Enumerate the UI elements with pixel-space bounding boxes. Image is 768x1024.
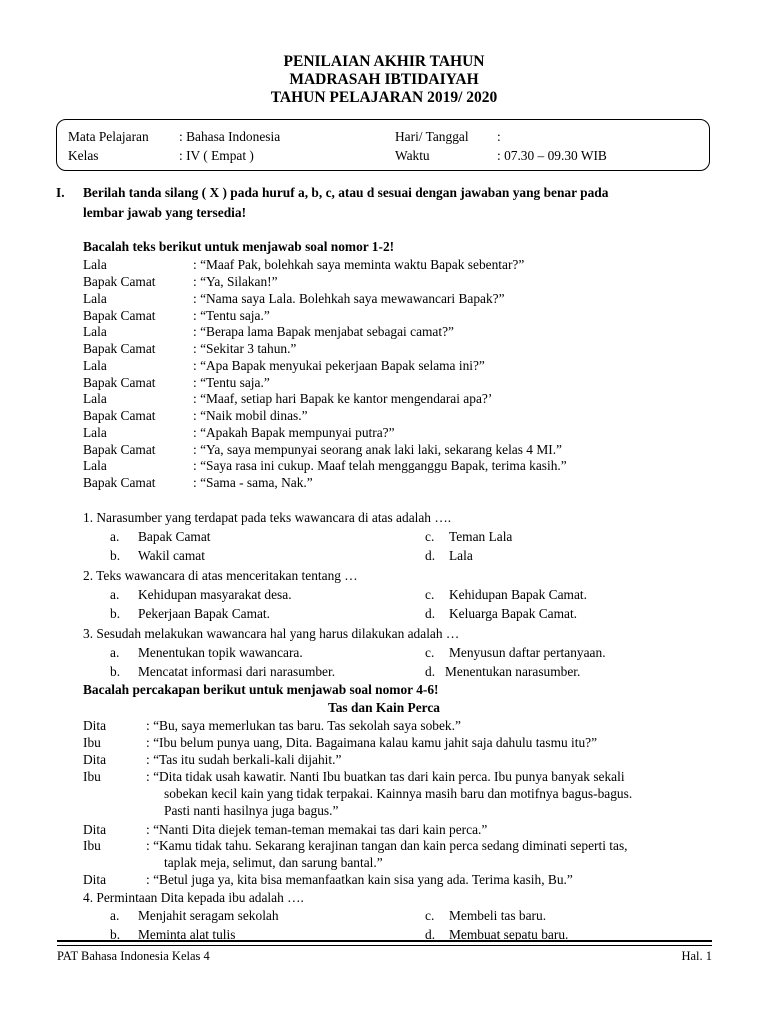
exam-info-box xyxy=(56,119,710,171)
section-instruction-cont: lembar jawab yang tersedia! xyxy=(83,205,247,220)
option-letter: c. xyxy=(425,908,435,923)
section-number: I. xyxy=(56,185,65,200)
utterance: : “Nama saya Lala. Bolehkah saya mewawancari Bapak?” xyxy=(193,291,505,306)
option-letter: d. xyxy=(425,927,436,942)
time-label: Waktu xyxy=(395,148,430,163)
dialog2-title: Tas dan Kain Perca xyxy=(328,700,440,715)
option-letter: a. xyxy=(110,645,120,660)
subject-label: Mata Pelajaran xyxy=(68,129,149,144)
speaker: Ibu xyxy=(83,735,101,750)
dialog2-heading: Bacalah percakapan berikut untuk menjawab soal nomor 4-6! xyxy=(83,682,439,697)
utterance: : “Apa Bapak menyukai pekerjaan Bapak selama ini?” xyxy=(193,358,485,373)
utterance: : “Apakah Bapak mempunyai putra?” xyxy=(193,425,395,440)
utterance: : “Tentu saja.” xyxy=(193,308,270,323)
section-instruction: Berilah tanda silang ( X ) pada huruf a, b, c, atau d sesuai dengan jawaban yang benar pada xyxy=(83,185,609,200)
speaker: Lala xyxy=(83,425,107,440)
utterance: : “Sama - sama, Nak.” xyxy=(193,475,313,490)
speaker: Lala xyxy=(83,324,107,339)
option-letter: a. xyxy=(110,908,120,923)
question-1: 1. Narasumber yang terdapat pada teks wawancara di atas adalah …. xyxy=(83,510,452,525)
speaker: Bapak Camat xyxy=(83,274,156,289)
option-4d[interactable]: Membuat sepatu baru. xyxy=(449,927,569,942)
utterance: sobekan kecil kain yang tidak terpakai. Kainnya masih baru dan motifnya bagus-bagus. xyxy=(164,786,633,801)
question-4: 4. Permintaan Dita kepada ibu adalah …. xyxy=(83,890,304,905)
utterance: : “Betul juga ya, kita bisa memanfaatkan kain sisa yang ada. Terima kasih, Bu.” xyxy=(146,872,573,887)
utterance: : “Sekitar 3 tahun.” xyxy=(193,341,297,356)
day-date-label: Hari/ Tanggal xyxy=(395,129,469,144)
option-4a[interactable]: Menjahit seragam sekolah xyxy=(138,908,279,923)
option-letter: c. xyxy=(425,587,435,602)
speaker: Ibu xyxy=(83,838,101,853)
speaker: Bapak Camat xyxy=(83,341,156,356)
question-3: 3. Sesudah melakukan wawancara hal yang harus dilakukan adalah … xyxy=(83,626,460,641)
questions-1-3 xyxy=(83,509,713,681)
school-year: TAHUN PELAJARAN 2019/ 2020 xyxy=(270,89,498,106)
speaker: Lala xyxy=(83,458,107,473)
speaker: Lala xyxy=(83,257,107,272)
exam-title: PENILAIAN AKHIR TAHUN xyxy=(283,53,485,70)
footer-title: PAT Bahasa Indonesia Kelas 4 xyxy=(57,949,210,963)
utterance: Pasti nanti hasilnya juga bagus.” xyxy=(164,803,339,818)
page-number: Hal. 1 xyxy=(681,949,712,963)
option-4b[interactable]: Meminta alat tulis xyxy=(138,927,236,942)
day-date-value: : xyxy=(497,129,501,144)
dialog1-heading: Bacalah teks berikut untuk menjawab soal nomor 1-2! xyxy=(83,239,395,254)
dialog2 xyxy=(83,717,713,889)
option-2a[interactable]: Kehidupan masyarakat desa. xyxy=(138,587,292,602)
option-3c[interactable]: Menyusun daftar pertanyaan. xyxy=(449,645,606,660)
utterance: : “Naik mobil dinas.” xyxy=(193,408,308,423)
option-letter: a. xyxy=(110,529,120,544)
option-letter: a. xyxy=(110,587,120,602)
class-value: : IV ( Empat ) xyxy=(179,148,254,163)
utterance: : “Nanti Dita diejek teman-teman memakai tas dari kain perca.” xyxy=(146,822,488,837)
utterance: : “Kamu tidak tahu. Sekarang kerajinan tangan dan kain perca sedang diminati seperti tas, xyxy=(146,838,628,853)
utterance: : “Berapa lama Bapak menjabat sebagai camat?” xyxy=(193,324,454,339)
option-letter: b. xyxy=(110,927,121,942)
utterance: : “Maaf, setiap hari Bapak ke kantor mengendarai apa?’ xyxy=(193,391,493,406)
speaker: Dita xyxy=(83,718,107,733)
time-value: : 07.30 – 09.30 WIB xyxy=(497,148,607,163)
question-2: 2. Teks wawancara di atas menceritakan tentang … xyxy=(83,568,358,583)
subject-value: : Bahasa Indonesia xyxy=(179,129,281,144)
dialog1 xyxy=(83,256,713,496)
speaker: Dita xyxy=(83,872,107,887)
utterance: : “Bu, saya memerlukan tas baru. Tas sekolah saya sobek.” xyxy=(146,718,461,733)
speaker: Bapak Camat xyxy=(83,308,156,323)
utterance: : “Tas itu sudah berkali-kali dijahit.” xyxy=(146,752,342,767)
option-4c[interactable]: Membeli tas baru. xyxy=(449,908,547,923)
option-2c[interactable]: Kehidupan Bapak Camat. xyxy=(449,587,587,602)
speaker: Bapak Camat xyxy=(83,475,156,490)
speaker: Lala xyxy=(83,291,107,306)
speaker: Ibu xyxy=(83,769,101,784)
option-letter: c. xyxy=(425,645,435,660)
option-2b[interactable]: Pekerjaan Bapak Camat. xyxy=(138,606,270,621)
option-1a[interactable]: Bapak Camat xyxy=(138,529,211,544)
class-label: Kelas xyxy=(68,148,99,163)
utterance: : “Saya rasa ini cukup. Maaf telah mengganggu Bapak, terima kasih.” xyxy=(193,458,567,473)
speaker: Bapak Camat xyxy=(83,442,156,457)
question-4-block xyxy=(83,889,713,945)
utterance: : “Ibu belum punya uang, Dita. Bagaimana kalau kamu jahit saja dahulu tasmu itu?” xyxy=(146,735,598,750)
option-1d[interactable]: Lala xyxy=(449,548,473,563)
option-letter: b. xyxy=(110,548,121,563)
option-2d[interactable]: Keluarga Bapak Camat. xyxy=(449,606,578,621)
utterance: : “Ya, saya mempunyai seorang anak laki laki, sekarang kelas 4 MI.” xyxy=(193,442,562,457)
footer-rule-thick xyxy=(57,940,712,942)
speaker: Dita xyxy=(83,752,107,767)
speaker: Lala xyxy=(83,358,107,373)
utterance: : “Dita tidak usah kawatir. Nanti Ibu buatkan tas dari kain perca. Ibu punya banyak sekali xyxy=(146,769,625,784)
option-3d[interactable]: Menentukan narasumber. xyxy=(445,664,581,679)
speaker: Bapak Camat xyxy=(83,408,156,423)
option-1b[interactable]: Wakil camat xyxy=(138,548,205,563)
speaker: Lala xyxy=(83,391,107,406)
utterance: : “Tentu saja.” xyxy=(193,375,270,390)
option-1c[interactable]: Teman Lala xyxy=(449,529,513,544)
utterance: taplak meja, selimut, dan sarung bantal.” xyxy=(164,855,383,870)
option-letter: d. xyxy=(425,606,436,621)
option-letter: d. xyxy=(425,664,436,679)
option-letter: b. xyxy=(110,606,121,621)
utterance: : “Maaf Pak, bolehkah saya meminta waktu Bapak sebentar?” xyxy=(193,257,525,272)
option-letter: c. xyxy=(425,529,435,544)
footer-rule-thin xyxy=(57,945,712,946)
option-3b[interactable]: Mencatat informasi dari narasumber. xyxy=(138,664,336,679)
school-name: MADRASAH IBTIDAIYAH xyxy=(289,71,479,88)
speaker: Dita xyxy=(83,822,107,837)
speaker: Bapak Camat xyxy=(83,375,156,390)
option-letter: b. xyxy=(110,664,121,679)
utterance: : “Ya, Silakan!” xyxy=(193,274,278,289)
option-letter: d. xyxy=(425,548,436,563)
option-3a[interactable]: Menentukan topik wawancara. xyxy=(138,645,303,660)
